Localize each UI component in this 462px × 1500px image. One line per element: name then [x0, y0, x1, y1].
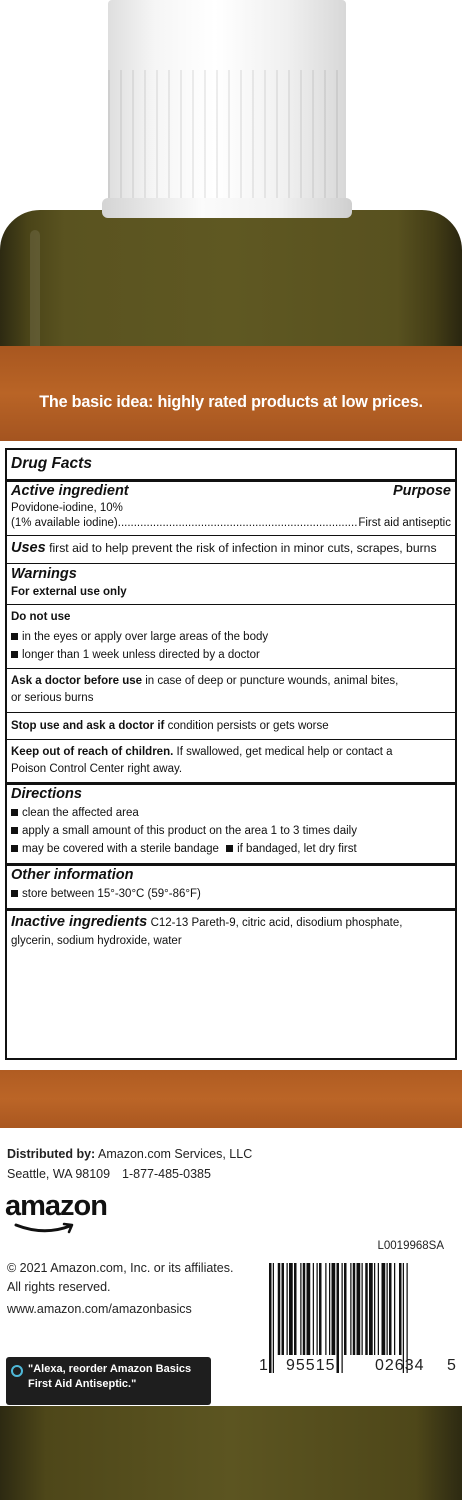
alexa-icon	[11, 1365, 23, 1377]
active-ingredient-heading: Active ingredient	[11, 483, 129, 499]
distributor-phone: 1-877-485-0385	[122, 1167, 211, 1181]
barcode-bar	[362, 1263, 363, 1355]
do-not-use-heading: Do not use	[11, 611, 71, 623]
barcode-left-group: 95515	[286, 1357, 336, 1374]
barcode-bar	[278, 1263, 281, 1355]
barcode-bar	[289, 1263, 293, 1355]
keep-out-row	[11, 745, 393, 760]
barcode-bar	[303, 1263, 306, 1355]
external-use-text: For external use only	[11, 586, 127, 598]
active-ingredient-strength: (1% available iodine)...........................................................................	[11, 517, 358, 529]
barcode-bar	[350, 1263, 351, 1355]
direction-item: apply a small amount of this product on the area 1 to 3 times daily	[11, 824, 357, 839]
barcode-bar	[389, 1263, 392, 1355]
orange-band-middle	[0, 1070, 462, 1128]
barcode-bar	[394, 1263, 395, 1355]
bullet-icon	[11, 827, 18, 834]
barcode-bar	[378, 1263, 379, 1355]
alexa-reorder-text	[28, 1362, 208, 1392]
website-url: www.amazon.com/amazonbasics	[7, 1302, 192, 1316]
keep-out-text-cont: Poison Control Center right away.	[11, 763, 183, 775]
barcode-bar	[300, 1263, 301, 1355]
bullet-icon	[11, 809, 18, 816]
barcode-bar	[365, 1263, 368, 1355]
do-not-use-item: longer than 1 week unless directed by a doctor	[11, 648, 260, 663]
copyright-line: © 2021 Amazon.com, Inc. or its affiliates.	[7, 1261, 234, 1275]
divider	[7, 739, 455, 740]
divider	[7, 782, 455, 785]
drug-facts-title: Drug Facts	[11, 455, 92, 472]
ask-doctor-text-cont: or serious burns	[11, 692, 94, 704]
barcode-bar	[269, 1263, 272, 1373]
amazon-logo: amazon	[5, 1190, 107, 1222]
barcode-bar	[357, 1263, 361, 1355]
inactive-ingredients-row	[11, 915, 402, 931]
barcode-bar	[399, 1263, 402, 1355]
barcode-first-digit: 1	[259, 1357, 269, 1374]
barcode-bar	[325, 1263, 326, 1355]
divider	[7, 535, 455, 536]
barcode-bar	[337, 1263, 340, 1373]
keep-out-bold: Keep out of reach of children.	[11, 746, 174, 758]
barcode-bar	[387, 1263, 388, 1355]
barcode	[253, 1263, 458, 1378]
barcode-bar	[313, 1263, 314, 1355]
barcode-bar	[317, 1263, 318, 1355]
barcode-bar	[353, 1263, 356, 1355]
ask-doctor-bold: Ask a doctor before use	[11, 675, 143, 687]
tagline: The basic idea: highly rated products at low prices.	[39, 393, 423, 411]
other-information-item: store between 15°-30°C (59°-86°F)	[11, 887, 201, 902]
distributor-address: Seattle, WA 98109	[7, 1167, 111, 1181]
purpose-text: First aid antiseptic	[358, 517, 451, 529]
other-information-heading: Other information	[11, 867, 134, 883]
stop-use-row	[11, 719, 329, 734]
divider	[7, 668, 455, 669]
bullet-icon	[11, 890, 18, 897]
divider	[7, 604, 455, 605]
distributor-line	[7, 1147, 252, 1161]
barcode-bar	[307, 1263, 311, 1355]
barcode-bar	[329, 1263, 330, 1355]
lot-code: L0019968SA	[377, 1240, 444, 1252]
uses-text: first aid to help prevent the risk of infection in minor cuts, scrapes, burns	[49, 541, 437, 555]
keep-out-text: If swallowed, get medical help or contact a	[176, 746, 393, 758]
bullet-icon	[11, 633, 18, 640]
purpose-heading: Purpose	[392, 483, 451, 499]
barcode-last-digit: 5	[447, 1357, 457, 1374]
barcode-bar	[374, 1263, 375, 1355]
divider	[7, 712, 455, 713]
stop-use-text: condition persists or gets worse	[167, 720, 329, 732]
alexa-line-2: First Aid Antiseptic."	[28, 1378, 137, 1390]
bullet-icon	[226, 845, 233, 852]
drug-facts-panel	[5, 448, 457, 1060]
barcode-bar	[332, 1263, 336, 1355]
directions-heading: Directions	[11, 786, 82, 802]
barcode-bar	[294, 1263, 297, 1355]
barcode-bar	[344, 1263, 347, 1355]
bullet-icon	[11, 845, 18, 852]
ask-doctor-text: in case of deep or puncture wounds, animal bites,	[145, 675, 399, 687]
uses-heading: Uses	[11, 540, 46, 556]
ask-doctor-row	[11, 674, 398, 689]
bullet-icon	[11, 651, 18, 658]
barcode-bar	[369, 1263, 373, 1355]
do-not-use-item: in the eyes or apply over large areas of the body	[11, 630, 268, 645]
distributor-label: Distributed by:	[7, 1147, 96, 1161]
barcode-bar	[382, 1263, 386, 1355]
stop-use-bold: Stop use and ask a doctor if	[11, 720, 165, 732]
barcode-right-group: 02634	[375, 1357, 425, 1374]
direction-item: may be covered with a sterile bandage if bandaged, let dry first	[11, 842, 357, 857]
direction-item: clean the affected area	[11, 806, 139, 821]
inactive-ingredients-text: C12-13 Pareth-9, citric acid, disodium phosphate,	[150, 917, 403, 929]
alexa-line-1: "Alexa, reorder Amazon Basics	[28, 1363, 192, 1375]
distributor-company: Amazon.com Services, LLC	[98, 1147, 253, 1161]
amazon-smile-icon	[14, 1222, 78, 1236]
rights-line: All rights reserved.	[7, 1280, 111, 1294]
divider	[7, 563, 455, 564]
barcode-bar	[342, 1263, 343, 1373]
barcode-bar	[282, 1263, 285, 1355]
barcode-bar	[273, 1263, 274, 1373]
warnings-heading: Warnings	[11, 566, 77, 582]
divider	[7, 863, 455, 866]
inactive-ingredients-heading: Inactive ingredients	[11, 914, 148, 930]
divider	[7, 908, 455, 911]
inactive-ingredients-text-cont: glycerin, sodium hydroxide, water	[11, 935, 182, 947]
cap-lip	[102, 198, 352, 218]
active-ingredient-name: Povidone-iodine, 10%	[11, 502, 123, 514]
divider	[7, 479, 455, 482]
barcode-bar	[319, 1263, 322, 1355]
bottle-base	[0, 1406, 462, 1500]
barcode-bar	[287, 1263, 288, 1355]
uses-row	[11, 541, 437, 556]
cap-ridges	[108, 70, 346, 210]
